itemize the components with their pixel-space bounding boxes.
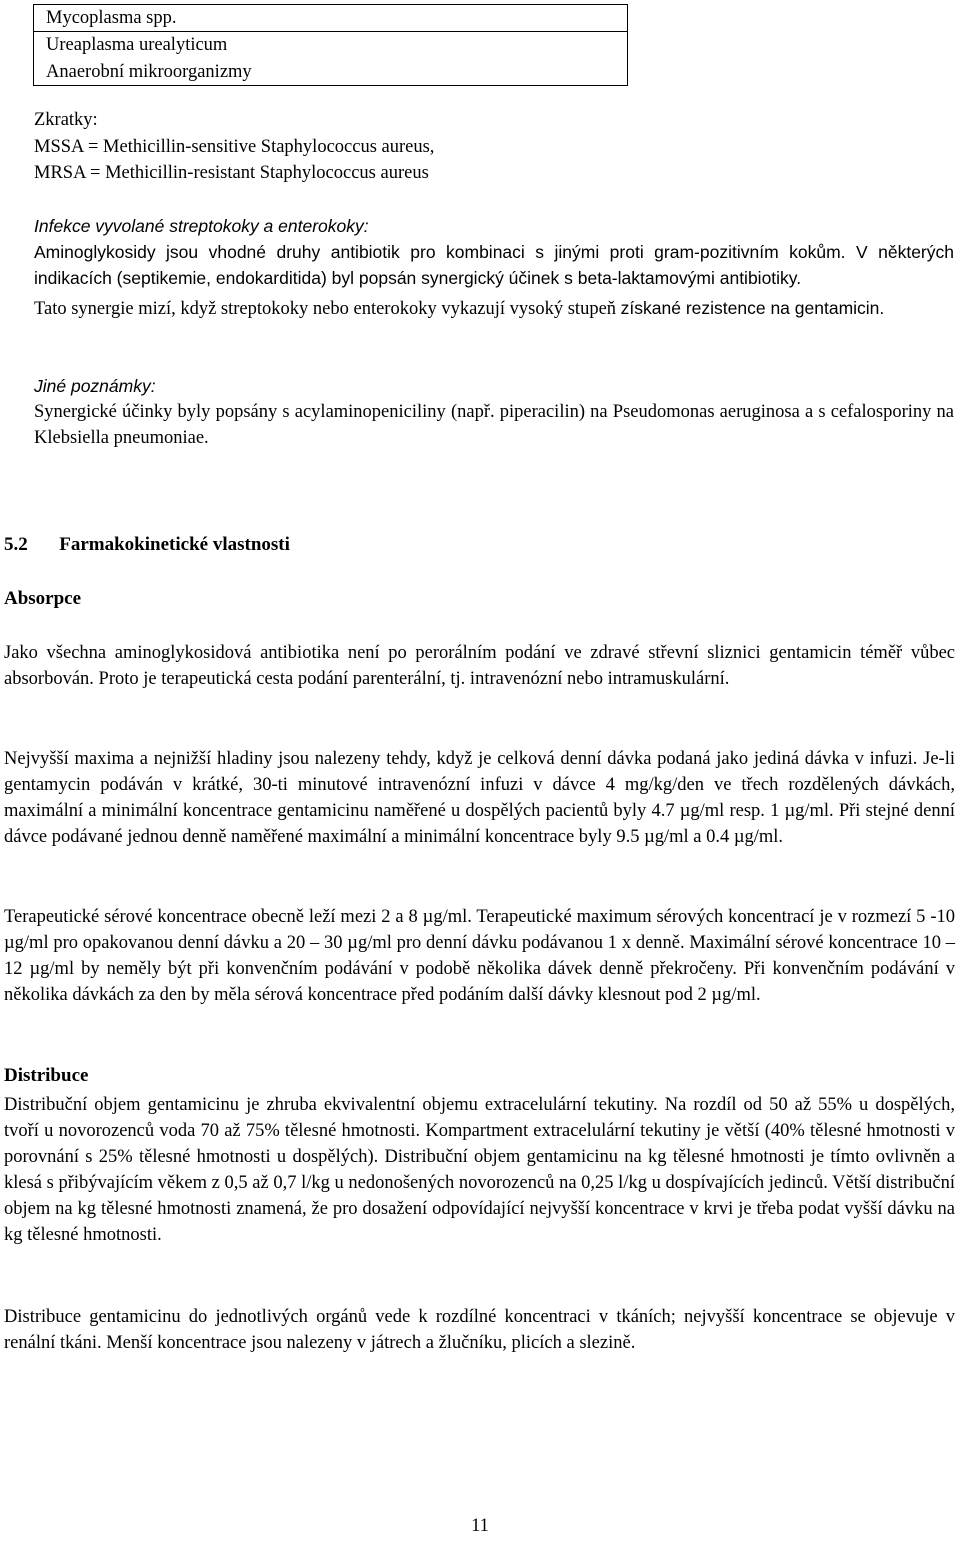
table-row: Ureaplasma urealyticum [46, 35, 228, 55]
page-number: 11 [471, 1516, 489, 1536]
absorpce-paragraph-3: Terapeutické sérové koncentrace obecně leží mezi 2 a 8 µg/ml. Terapeutické maximum sérových koncentrací je v rozmezí 5 -10 µg/ml pro opakovanou denní dávku a 20 – 30 µg/ml pro denní dávku podávanou 1 x denně. Maximální sérové koncentrace 10 – 12 µg/ml by neměly být při konvenčním podávání v podobě několika dávek denně překročeny. Při konvenčním podávání v několika dávkách za den by měla sérová koncentrace před podáním další dávky klesnout pod 2 µg/ml. [4, 907, 955, 1005]
distribuce-heading: Distribuce [4, 1065, 89, 1086]
absorpce-paragraph-1: Jako všechna aminoglykosidová antibiotika není po perorálním podání ve zdravé střevní sliznici gentamicin téměř vůbec absorbován. Proto je terapeutická cesta podání parenterální, tj. intravenózní nebo intramuskulární. [4, 643, 955, 689]
organism-table [33, 4, 628, 86]
table-row: Anaerobní mikroorganizmy [46, 62, 252, 82]
distribuce-paragraph-1: Distribuční objem gentamicinu je zhruba ekvivalentní objemu extracelulární tekutiny. Na rozdíl od 50 až 55% u dospělých, tvoří u novorozenců voda 70 až 75% tělesné hmotnosti. Kompartment extracelulární tekutiny je větší (40% tělesné hmotnosti v porovnání s 25% tělesné hmotnosti u dospělých). Distribuční objem gentamicinu na kg tělesné hmotnosti je tímto ovlivněn a klesá s přibývajícím věkem z 0,5 až 0,7 l/kg u nedonošených novorozenců na 0,25 l/kg u dospívajících jedinců. Větší distribuční objem na kg tělesné hmotnosti znamená, že pro dosažení odpovídající nejvyšší koncentrace v krvi je třeba podat vyšší dávku na kg tělesné hmotnosti. [4, 1095, 955, 1245]
table-row: Mycoplasma spp. [46, 8, 177, 28]
notes-section [34, 373, 954, 451]
strep-text: Aminoglykosidy jsou vhodné druhy antibiotik pro kombinaci s jinými proti gram-pozitivním kokům. V některých indikacích (septikemie, endokarditida) byl popsán synergický účinek s beta-laktamovými antibiotiky. [34, 242, 954, 288]
abbreviation-mssa: MSSA = Methicillin-sensitive Staphylococcus aureus, [34, 136, 435, 157]
section-number: 5.2 [4, 534, 28, 555]
abbreviations-title: Zkratky: [34, 110, 98, 130]
strep-section [34, 213, 954, 291]
strep-title: Infekce vyvolané streptokoky a enterokoky: [34, 216, 369, 236]
notes-text: Synergické účinky byly popsány s acylaminopeniciliny (např. piperacilin) na Pseudomonas aeruginosa a s cefalosporiny na Klebsiella pneumoniae. [34, 402, 954, 448]
absorpce-heading: Absorpce [4, 588, 82, 609]
strep-synergy-text-cont: získané rezistence na gentamicin. [620, 298, 885, 318]
abbreviation-mrsa: MRSA = Methicillin-resistant Staphylococcus aureus [34, 163, 429, 183]
strep-synergy-text: Tato synergie mizí, když streptokoky nebo enterokoky vykazují vysoký stupeň [34, 299, 617, 319]
distribuce-paragraph-2: Distribuce gentamicinu do jednotlivých orgánů vede k rozdílné koncentraci v tkáních; nejvyšší koncentrace se objevuje v renální tkáni. Menší koncentrace jsou nalezeny v játrech a žlučníku, plicích a slezině. [4, 1307, 955, 1353]
notes-title: Jiné poznámky: [34, 376, 156, 396]
section-title: Farmakokinetické vlastnosti [59, 534, 290, 555]
abbreviations [34, 107, 954, 187]
section-heading [4, 534, 955, 556]
strep-synergy [34, 295, 954, 322]
absorpce-paragraph-2: Nejvyšší maxima a nejnižší hladiny jsou nalezeny tehdy, když je celková denní dávka podaná jako jediná dávka v infuzi. Je-li gentamycin podáván v krátké, 30-ti minutové intravenózní infuzi v dávce 4 mg/kg/den ve třech rozdělených dávkách, maximální a minimální koncentrace gentamicinu naměřené u dospělých pacientů byly 4.7 µg/ml resp. 1 µg/ml. Při stejné denní dávce podávané jednou denně naměřené maximální a minimální koncentrace byly 9.5 µg/ml a 0.4 µg/ml. [4, 749, 955, 847]
